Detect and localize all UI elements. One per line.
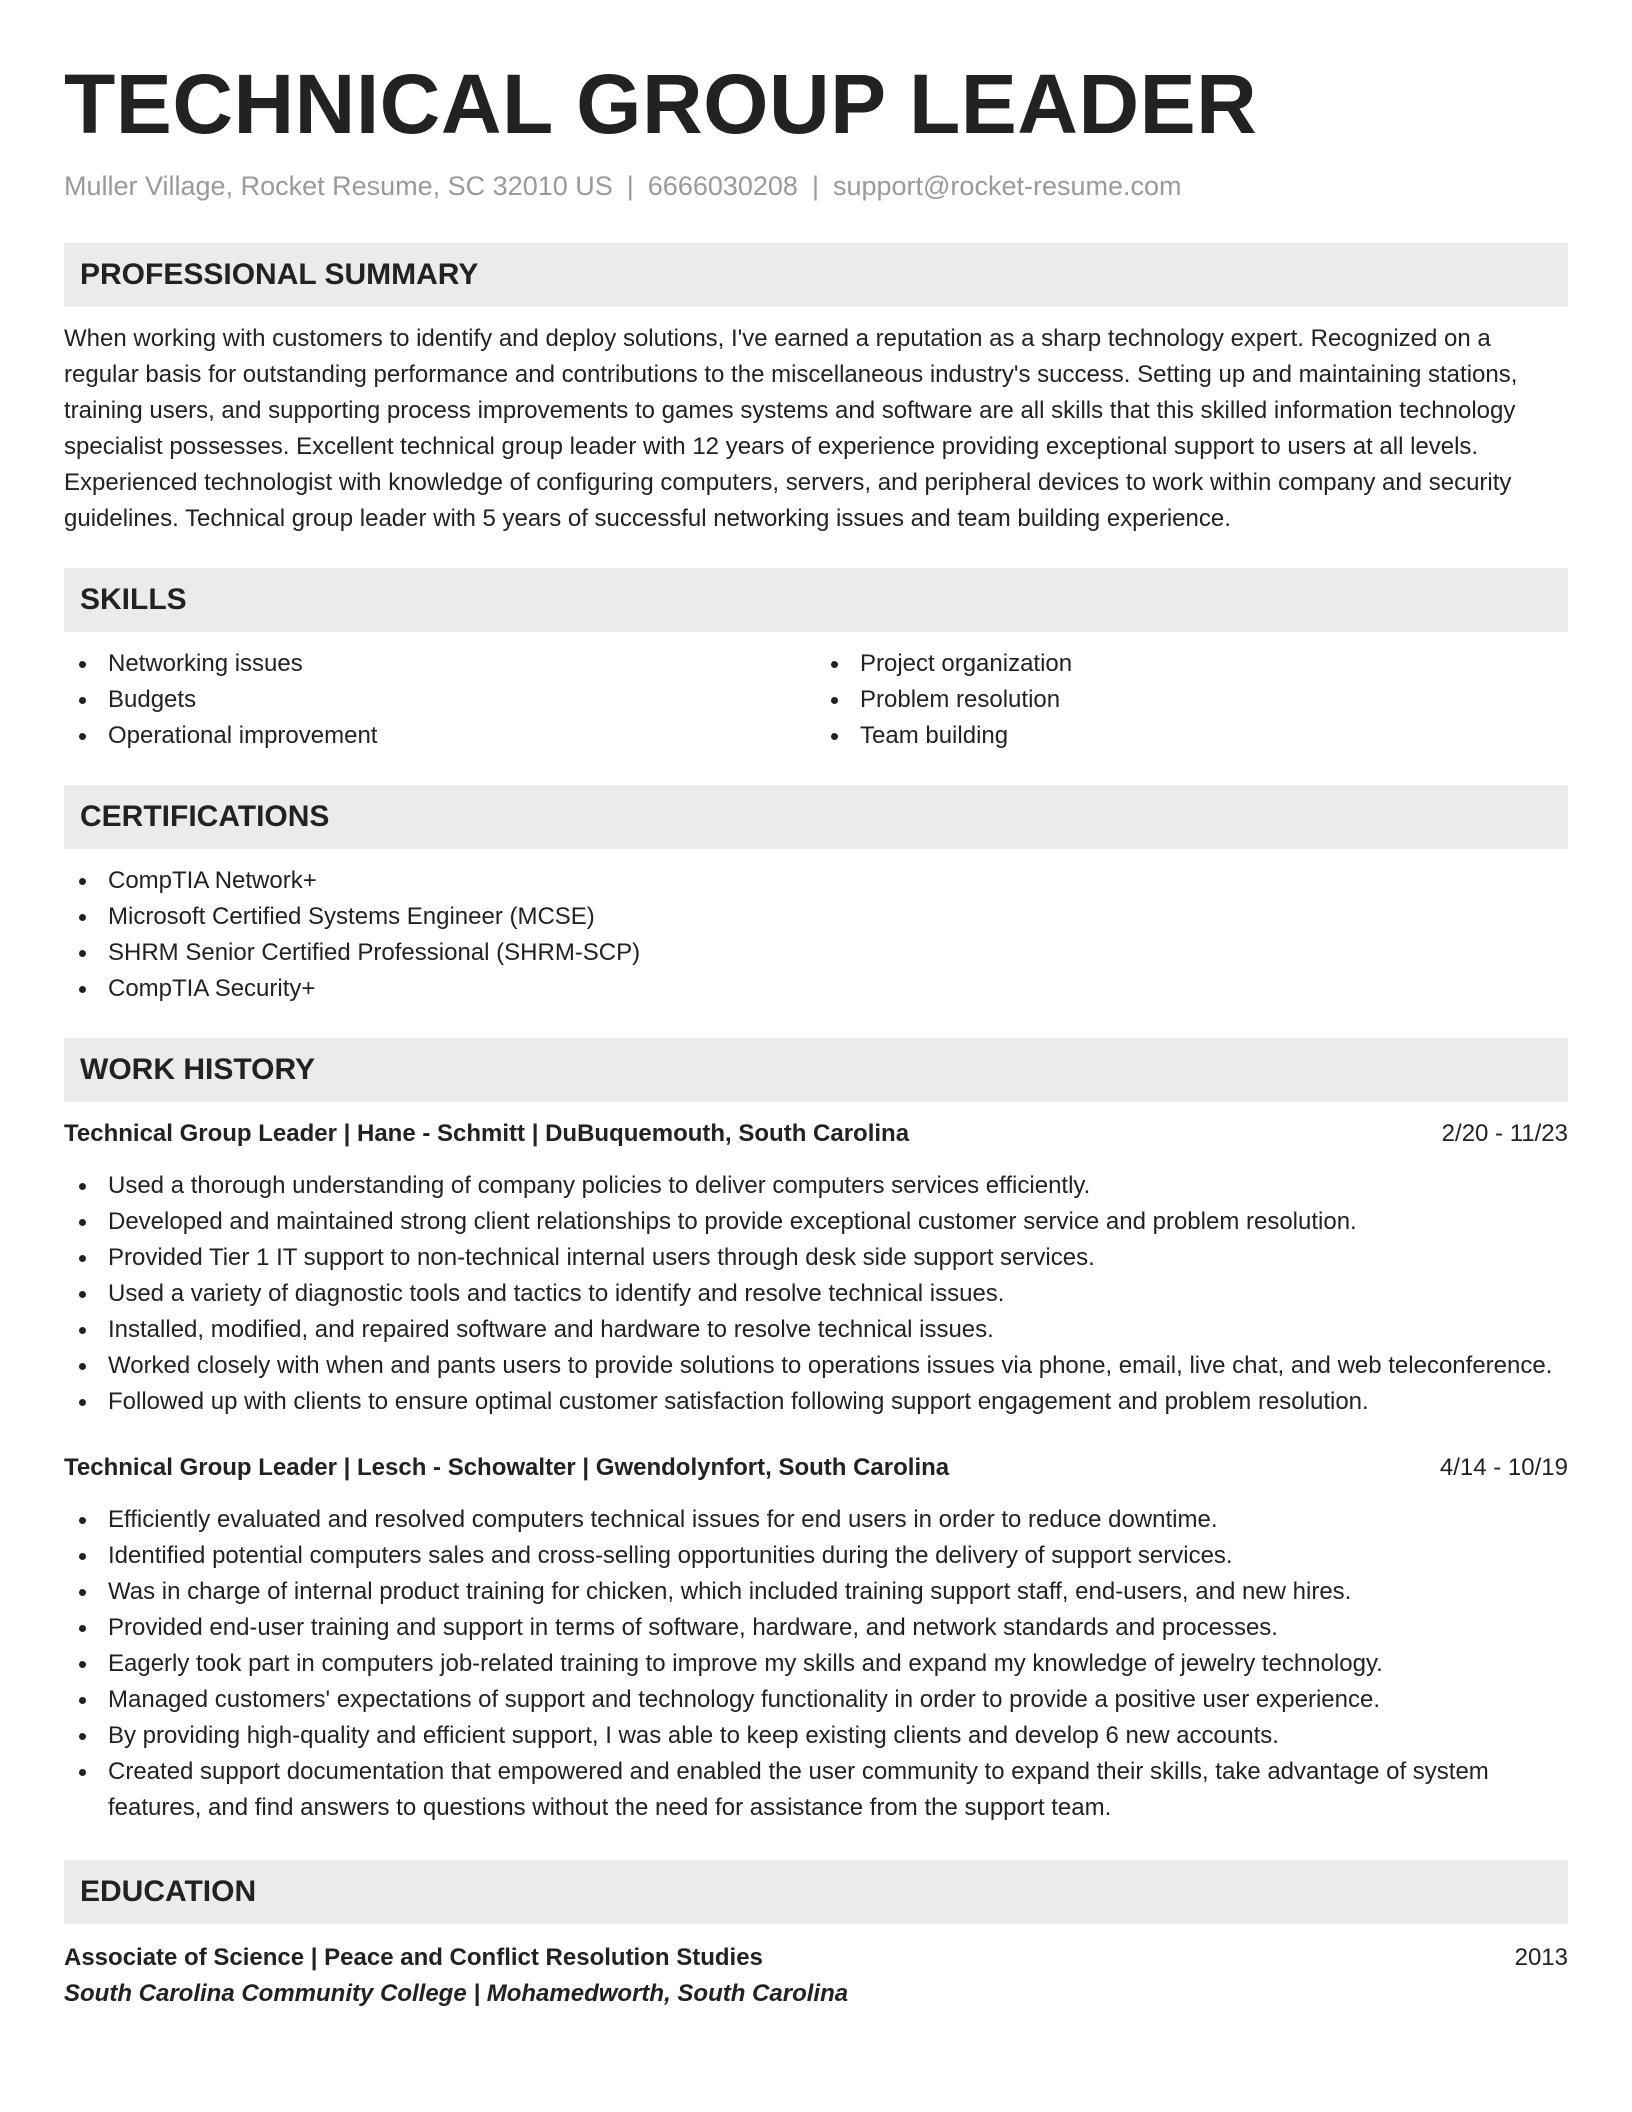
job-bullet: Was in charge of internal product training for chicken, which included training support staff, end-users, and new hires. (64, 1574, 1568, 1610)
skill-item: Operational improvement (64, 718, 816, 754)
job-bullet: Used a thorough understanding of company policies to deliver computers services efficiently. (64, 1168, 1568, 1204)
job-bullet: Identified potential computers sales and cross-selling opportunities during the delivery of support services. (64, 1538, 1568, 1574)
skills-grid (64, 646, 1568, 754)
job-date: 2/20 - 11/23 (1441, 1120, 1568, 1147)
skills-column-right (816, 646, 1568, 754)
contact-line (64, 168, 1568, 204)
skill-item: Budgets (64, 682, 816, 718)
skills-list-right (816, 646, 1568, 754)
education-year: 2013 (1514, 1944, 1568, 1971)
job-bullet: Created support documentation that empowered and enabled the user community to expand their skills, take advantage of system features, and find answers to questions without the need for assistance from the support team. (64, 1754, 1568, 1826)
job-bullet: Developed and maintained strong client relationships to provide exceptional customer service and problem resolution. (64, 1204, 1568, 1240)
job-bullet: Installed, modified, and repaired software and hardware to resolve technical issues. (64, 1312, 1568, 1348)
job-bullet: Worked closely with when and pants users to provide solutions to operations issues via phone, email, live chat, and web teleconference. (64, 1348, 1568, 1384)
education-heading (64, 1940, 1568, 1976)
section-header-education: EDUCATION (64, 1860, 1568, 1924)
job-title: Technical Group Leader | Lesch - Schowalter | Gwendolynfort, South Carolina (64, 1454, 950, 1481)
certification-item: CompTIA Security+ (64, 971, 1568, 1007)
contact-email: support@rocket-resume.com (832, 171, 1182, 201)
section-header-work-history: WORK HISTORY (64, 1038, 1568, 1102)
certifications-list (64, 863, 1568, 1007)
job-date: 4/14 - 10/19 (1439, 1454, 1568, 1481)
section-header-certifications: CERTIFICATIONS (64, 785, 1568, 849)
job-bullet: By providing high-quality and efficient support, I was able to keep existing clients and develop 6 new accounts. (64, 1718, 1568, 1754)
job-bullet: Provided Tier 1 IT support to non-technical internal users through desk side support services. (64, 1240, 1568, 1276)
contact-separator: | (626, 171, 634, 201)
education-degree: Associate of Science | Peace and Conflict Resolution Studies (64, 1944, 763, 1971)
skill-item: Team building (816, 718, 1568, 754)
section-header-skills: SKILLS (64, 568, 1568, 632)
education-school: South Carolina Community College | Mohamedworth, South Carolina (64, 1980, 849, 2007)
certification-item: SHRM Senior Certified Professional (SHRM-SCP) (64, 935, 1568, 971)
contact-separator: | (811, 171, 819, 201)
job-heading (64, 1450, 1568, 1486)
job-bullet: Provided end-user training and support in terms of software, hardware, and network standards and processes. (64, 1610, 1568, 1646)
job-title: Technical Group Leader | Hane - Schmitt | DuBuquemouth, South Carolina (64, 1120, 910, 1147)
contact-address: Muller Village, Rocket Resume, SC 32010 US (64, 171, 613, 201)
certification-item: CompTIA Network+ (64, 863, 1568, 899)
job-bullet: Efficiently evaluated and resolved computers technical issues for end users in order to reduce downtime. (64, 1502, 1568, 1538)
job-bullet: Managed customers' expectations of support and technology functionality in order to provide a positive user experience. (64, 1682, 1568, 1718)
contact-phone: 6666030208 (647, 171, 798, 201)
skill-item: Project organization (816, 646, 1568, 682)
skill-item: Networking issues (64, 646, 816, 682)
job-bullets (64, 1502, 1568, 1826)
section-header-summary: PROFESSIONAL SUMMARY (64, 243, 1568, 307)
resume-title: TECHNICAL GROUP LEADER (64, 57, 1258, 151)
skills-list-left (64, 646, 816, 754)
job-heading (64, 1116, 1568, 1152)
job-bullets (64, 1168, 1568, 1420)
certification-item: Microsoft Certified Systems Engineer (MCSE) (64, 899, 1568, 935)
skills-column-left (64, 646, 816, 754)
job-bullet: Used a variety of diagnostic tools and tactics to identify and resolve technical issues. (64, 1276, 1568, 1312)
job-bullet: Followed up with clients to ensure optimal customer satisfaction following support engagement and problem resolution. (64, 1384, 1568, 1420)
job-bullet: Eagerly took part in computers job-related training to improve my skills and expand my knowledge of jewelry technology. (64, 1646, 1568, 1682)
skill-item: Problem resolution (816, 682, 1568, 718)
summary-text: When working with customers to identify and deploy solutions, I've earned a reputation as a sharp technology expert. Recognized on a regular basis for outstanding performance and contributions to the miscellaneous industry's success. Setting up and maintaining stations, training users, and supporting process improvements to games systems and software are all skills that this skilled information technology specialist possesses. Excellent technical group leader with 12 years of experience providing exceptional support to users at all levels. Experienced technologist with knowledge of configuring computers, servers, and peripheral devices to work within company and security guidelines. Technical group leader with 5 years of successful networking issues and team building experience. (64, 325, 1518, 532)
